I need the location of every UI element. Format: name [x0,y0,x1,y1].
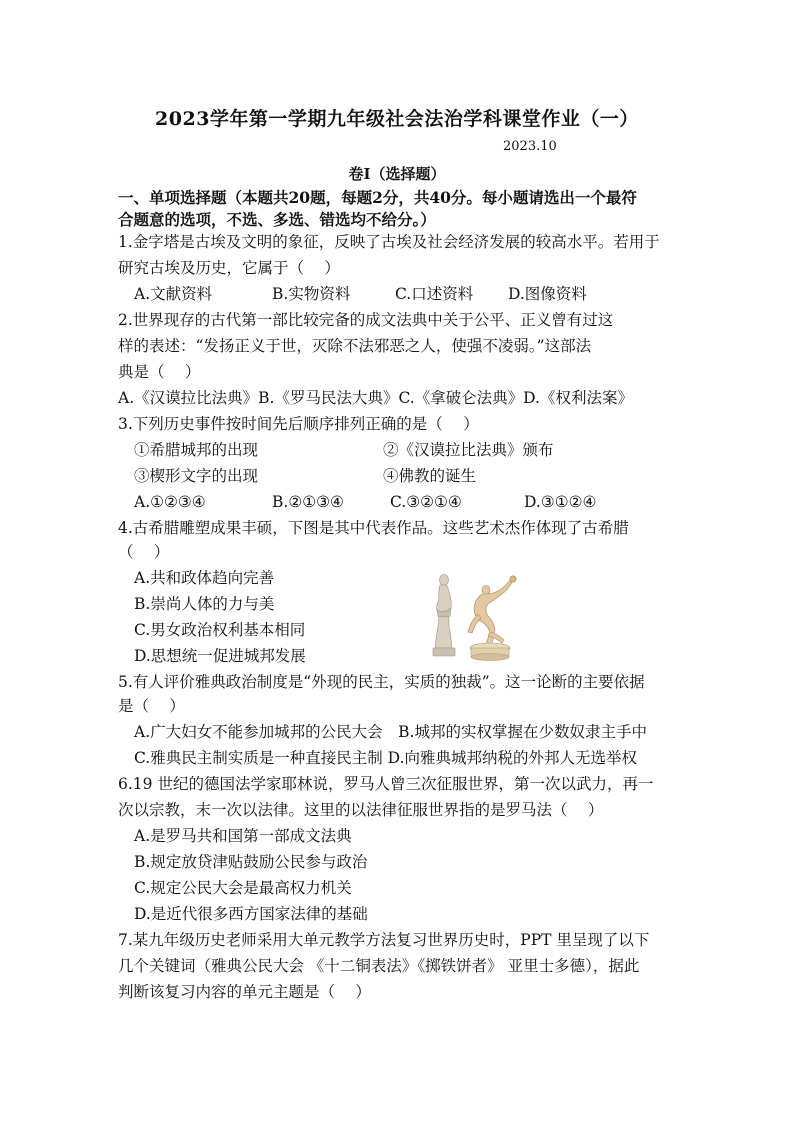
page-title: 2023学年第一学期九年级社会法治学科课堂作业（一） [155,108,639,130]
q1-option-a: A.文献资料 [134,285,213,303]
q1-stem-line-1: 1.金字塔是古埃及文明的象征，反映了古埃及社会经济发展的较高水平。若用于 [118,233,660,251]
q6-option-b: B.规定放贷津贴鼓励公民参与政治 [134,853,368,871]
q6-option-d: D.是近代很多西方国家法律的基础 [134,905,368,923]
q6-option-c: C.规定公民大会是最高权力机关 [134,879,352,897]
venus-statue [433,575,455,657]
q4-stem-line-1: 4.古希腊雕塑成果丰硕，下图是其中代表作品。这些艺术杰作体现了古希腊 [118,519,629,537]
q2-stem-line-3: 典是（ ） [118,363,201,381]
q3-event-3: ③楔形文字的出现 [134,467,259,485]
instructions-line-2: 合题意的选项，不选、多选、错选均不给分。） [118,210,436,229]
q5-options-line-1: A.广大妇女不能参加城邦的公民大会 B.城邦的实权掌握在少数奴隶主手中 [134,723,647,741]
q7-stem-line-2: 几个关键词（雅典公民大会 《十二铜表法》《掷铁饼者》 亚里士多德），据此 [118,957,640,975]
q7-stem-line-3: 判断该复习内容的单元主题是（ ） [118,983,371,1001]
section-heading: 卷Ⅰ（选择题） [348,165,446,183]
instructions-line-1: 一、单项选择题（本题共20题，每题2分，共40分。每小题请选出一个最符 [118,188,637,207]
q2-stem-line-2: 样的表述：“发扬正义于世，灭除不法邪恶之人，使强不凌弱。”这部法 [118,337,592,355]
q3-option-d: D.③①②④ [524,493,597,511]
q1-option-d: D.图像资料 [508,285,587,303]
q3-stem: 3.下列历史事件按时间先后顺序排列正确的是（ ） [118,415,479,433]
q7-stem-line-1: 7.某九年级历史老师采用大单元教学方法复习世界历史时，PPT 里呈现了以下 [118,931,650,949]
q1-stem-line-2: 研究古埃及历史，它属于（ ） [118,259,340,277]
q1-option-c: C.口述资料 [395,285,474,303]
date-label: 2023.10 [503,139,557,154]
q4-option-c: C.男女政治权利基本相同 [134,621,306,639]
q3-option-a: A.①②③④ [134,493,206,511]
q5-options-line-2: C.雅典民主制实质是一种直接民主制 D.向雅典城邦纳税的外邦人无选举权 [134,749,637,767]
q3-event-4: ④佛教的诞生 [383,467,477,485]
q3-event-2: ②《汉谟拉比法典》颁布 [383,441,554,459]
q4-option-a: A.共和政体趋向完善 [134,569,275,587]
q2-stem-line-1: 2.世界现存的古代第一部比较完备的成文法典中关于公平、正义曾有过这 [118,311,614,329]
q5-stem-line-2: 是（ ） [118,697,185,715]
q6-stem-line-1: 6.19 世纪的德国法学家耶林说，罗马人曾三次征服世界，第一次以武力，再一 [118,775,654,793]
q3-option-c: C.③②①④ [390,493,462,511]
q3-option-b: B.②①③④ [272,493,344,511]
q4-option-b: B.崇尚人体的力与美 [134,595,275,613]
q4-option-d: D.思想统一促进城邦发展 [134,647,306,665]
q6-option-a: A.是罗马共和国第一部成文法典 [134,827,352,845]
q4-stem-line-2: （ ） [118,543,170,561]
q5-stem-line-1: 5.有人评价雅典政治制度是“外现的民主，实质的独裁”。这一论断的主要依据 [118,673,645,691]
q3-event-1: ①希腊城邦的出现 [134,441,259,459]
greek-sculptures-image [428,570,520,662]
q2-options: A.《汉谟拉比法典》B.《罗马民法大典》C.《拿破仑法典》D.《权利法案》 [118,389,633,407]
q1-option-b: B.实物资料 [272,285,351,303]
q6-stem-line-2: 次以宗教，末一次以法律。这里的以法律征服世界指的是罗马法（ ） [118,801,604,819]
discobolus-statue [468,576,516,661]
